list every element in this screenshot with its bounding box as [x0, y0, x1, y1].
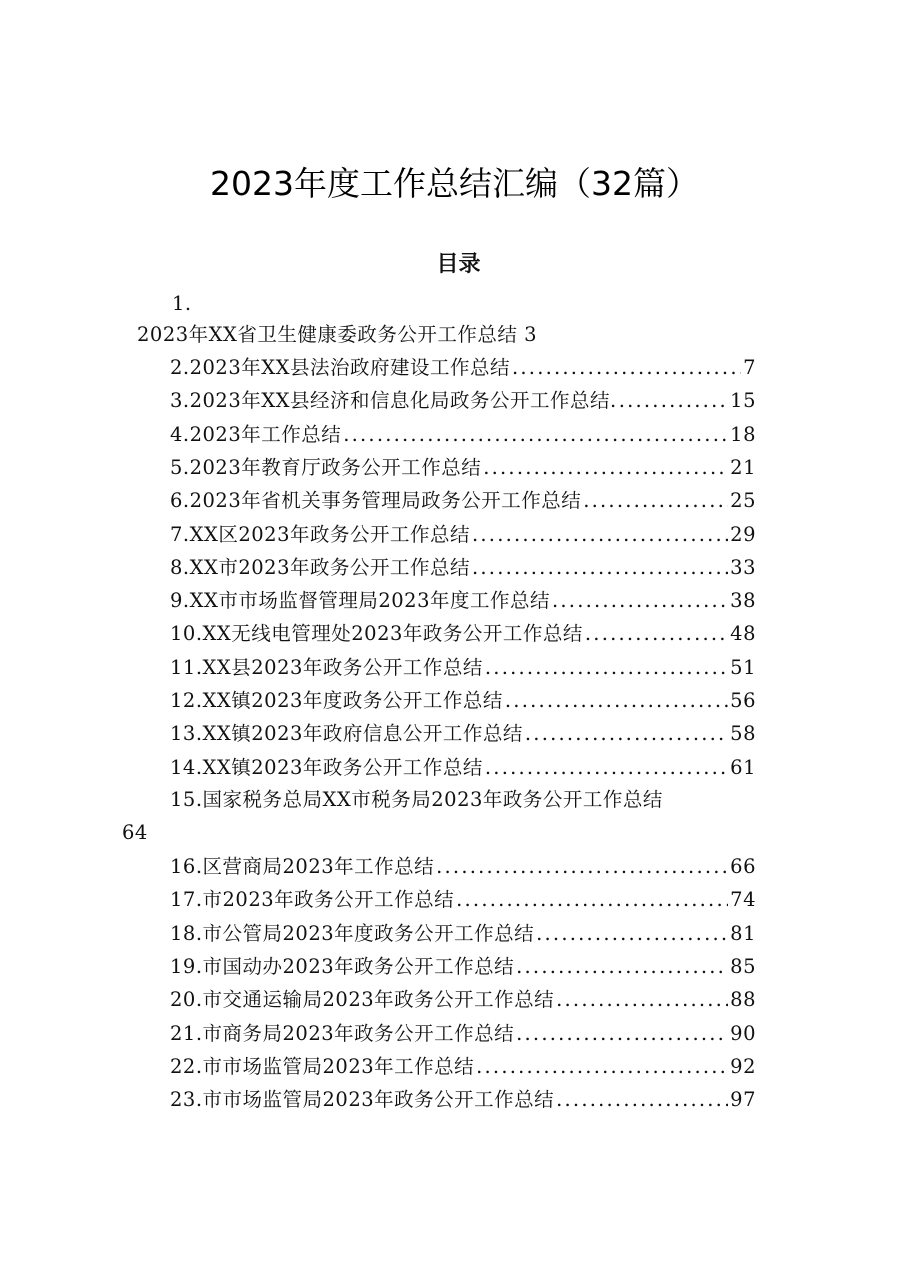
toc-dot-leader: [552, 586, 728, 616]
toc-entry-page: 38: [730, 589, 756, 613]
toc-entry-page: 58: [730, 722, 756, 746]
toc-entry[interactable]: [170, 619, 756, 649]
toc-dot-leader: [516, 1019, 728, 1049]
toc-entry-15-page[interactable]: 64: [122, 821, 148, 844]
toc-entry-title: 19.市国动办2023年政务公开工作总结: [170, 954, 515, 978]
toc-entry-page: 97: [730, 1088, 756, 1112]
toc-dot-leader: [536, 919, 728, 949]
toc-dot-leader: [485, 653, 728, 683]
toc-heading: 目录: [436, 251, 481, 277]
toc-dot-leader: [619, 386, 728, 416]
toc-entry-title: 13.XX镇2023年政府信息公开工作总结: [170, 722, 523, 746]
toc-entry-title: 21.市商务局2023年政务公开工作总结: [170, 1021, 515, 1045]
toc-entry-page: 90: [730, 1021, 756, 1045]
toc-dot-leader: [472, 520, 728, 550]
toc-dot-leader: [583, 486, 728, 516]
toc-entry-page: 51: [730, 655, 756, 679]
toc-entry-page: 92: [730, 1054, 756, 1078]
toc-entry-page: 61: [730, 755, 756, 779]
toc-entry-title: 17.市2023年政务公开工作总结: [170, 888, 455, 912]
toc-entry-page: 25: [730, 489, 756, 513]
toc-entry[interactable]: [170, 753, 756, 783]
toc-entry[interactable]: [170, 1052, 756, 1082]
toc-dot-leader: [436, 852, 728, 882]
toc-entry[interactable]: [170, 653, 756, 683]
toc-entry-title: 8.XX市2023年政务公开工作总结: [170, 555, 470, 579]
toc-entry-page: 85: [730, 954, 756, 978]
document-title: 2023年度工作总结汇编（32篇）: [210, 164, 699, 203]
toc-entry-page: 33: [730, 555, 756, 579]
toc-dot-leader: [525, 719, 728, 749]
toc-entry[interactable]: [170, 386, 756, 416]
toc-dot-leader: [456, 885, 728, 915]
toc-entry[interactable]: [170, 420, 756, 450]
toc-entry[interactable]: [170, 586, 756, 616]
toc-entry-title: 6.2023年省机关事务管理局政务公开工作总结: [170, 489, 582, 513]
toc-entry-title: 23.市市场监管局2023年政务公开工作总结: [170, 1088, 555, 1112]
toc-entry-title: 14.XX镇2023年政务公开工作总结: [170, 755, 483, 779]
toc-entry-title: 12.XX镇2023年度政务公开工作总结: [170, 689, 503, 712]
toc-entry-title: 20.市交通运输局2023年政务公开工作总结: [170, 988, 555, 1012]
toc-entry[interactable]: [170, 919, 756, 949]
toc-entry[interactable]: [170, 520, 756, 550]
toc-entry-title: 16.区营商局2023年工作总结: [170, 855, 435, 878]
toc-entry-title: 10.XX无线电管理处2023年政务公开工作总结: [170, 622, 583, 646]
toc-entry[interactable]: [170, 486, 756, 516]
toc-entry-page: 18: [730, 422, 756, 446]
toc-entry-page: 21: [730, 455, 756, 479]
toc-entry-title: 5.2023年教育厅政务公开工作总结: [170, 455, 482, 479]
toc-entry-title: 4.2023年工作总结: [170, 422, 342, 446]
toc-dot-leader: [343, 420, 728, 450]
toc-entry-title: 22.市市场监管局2023年工作总结: [170, 1054, 475, 1078]
toc-entry[interactable]: [170, 719, 756, 749]
toc-entry-15-text[interactable]: 15.国家税务总局XX市税务局2023年政务公开工作总结: [170, 788, 663, 811]
toc-entry-1-text[interactable]: 2023年XX省卫生健康委政务公开工作总结 3: [137, 323, 537, 346]
toc-entry-title: 11.XX县2023年政务公开工作总结: [170, 655, 483, 679]
toc-entry[interactable]: [170, 885, 756, 915]
toc-entry-title: 2.2023年XX县法治政府建设工作总结: [170, 356, 510, 379]
toc-dot-leader: [556, 1085, 728, 1115]
toc-entry-page: 88: [730, 988, 756, 1012]
toc-dot-leader: [476, 1052, 728, 1082]
toc-entry-page: 74: [730, 888, 756, 912]
toc-entry-page: 48: [730, 622, 756, 646]
toc-dot-leader: [472, 553, 728, 583]
toc-entry-title: 9.XX市市场监督管理局2023年度工作总结: [170, 589, 550, 613]
toc-dot-leader: [505, 686, 728, 716]
toc-entry[interactable]: [170, 353, 756, 383]
toc-entry[interactable]: [170, 985, 756, 1015]
toc-entry-page: 56: [730, 689, 756, 712]
toc-entry-page: 66: [730, 855, 756, 878]
toc-dot-leader: [556, 985, 728, 1015]
toc-dot-leader: [512, 353, 741, 383]
toc-entry[interactable]: [170, 553, 756, 583]
toc-entry-page: 81: [730, 921, 756, 945]
toc-entry-title: 18.市公管局2023年度政务公开工作总结: [170, 921, 535, 945]
toc-dot-leader: [585, 619, 728, 649]
toc-entry[interactable]: [170, 686, 756, 716]
toc-entry[interactable]: [170, 453, 756, 483]
toc-entry[interactable]: [170, 852, 756, 882]
toc-dot-leader: [485, 753, 728, 783]
toc-dot-leader: [516, 952, 728, 982]
toc-entry-title: 3.2023年XX县经济和信息化局政务公开工作总结.: [170, 389, 617, 413]
toc-entry[interactable]: [170, 952, 756, 982]
toc-entry[interactable]: [170, 1019, 756, 1049]
toc-entry-page: 7: [743, 356, 756, 379]
toc-dot-leader: [483, 453, 728, 483]
toc-entry-title: 7.XX区2023年政务公开工作总结: [170, 522, 470, 546]
toc-entry[interactable]: [170, 1085, 756, 1115]
toc-entry-page: 15: [730, 389, 756, 413]
toc-entry-page: 29: [730, 522, 756, 546]
toc-entry-1-number[interactable]: 1.: [172, 292, 192, 315]
